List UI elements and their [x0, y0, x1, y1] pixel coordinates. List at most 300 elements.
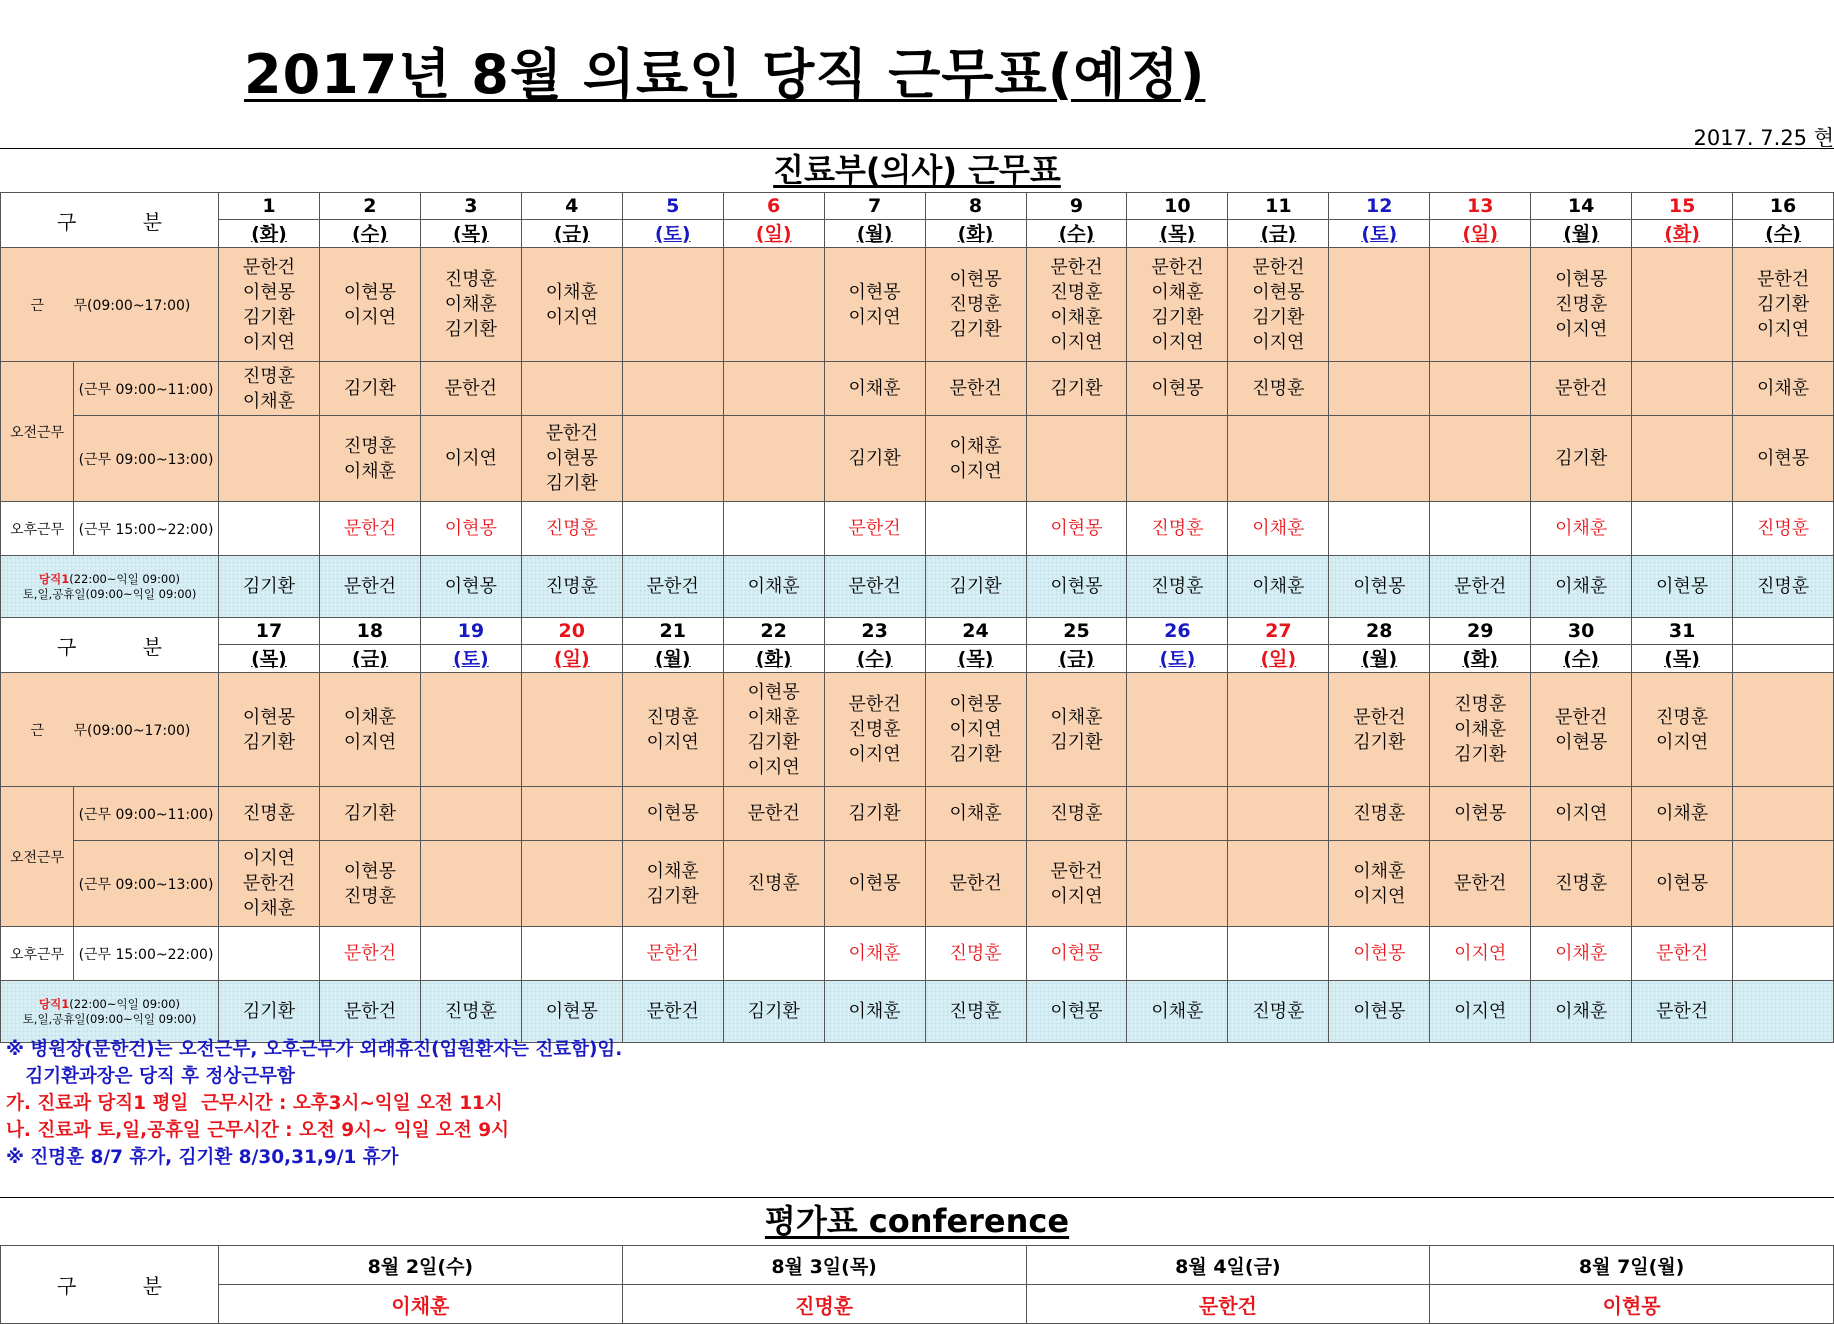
- pm-cell: [319, 502, 420, 556]
- weekday-label: (금): [553, 222, 590, 245]
- staff-name: 이채훈: [949, 435, 1002, 457]
- staff-name: 이현몽: [1454, 803, 1507, 824]
- weekday-label: (일): [1462, 222, 1499, 245]
- duty-cell: [622, 981, 723, 1043]
- weekday-label: (수): [1765, 222, 1801, 245]
- weekday: [622, 645, 723, 673]
- am1-cell: [925, 362, 1026, 416]
- weekday-label: (월): [856, 222, 893, 245]
- staff-name: 이현몽: [1050, 943, 1103, 964]
- row-label-day-work-time: [74, 248, 219, 362]
- duty-cell: [723, 556, 824, 618]
- staff-name: 진명훈: [444, 1001, 497, 1022]
- work-cell: [521, 673, 622, 787]
- text: 오후근무: [9, 946, 65, 963]
- weekday-label: (수): [1563, 647, 1600, 670]
- staff-name: 문한건: [848, 694, 901, 715]
- weekday: [622, 220, 723, 248]
- text: 당직1: [39, 571, 70, 586]
- weekday-label: (토): [1361, 222, 1398, 245]
- day-num: 29: [1466, 620, 1494, 642]
- staff-name: 이현몽: [343, 281, 396, 303]
- duty-cell: [824, 556, 925, 618]
- staff-name: 진명훈: [545, 576, 598, 597]
- day-num: 15: [1668, 195, 1696, 217]
- staff-name: 문한건: [444, 378, 497, 399]
- day-num: 28: [1366, 620, 1393, 642]
- am1-cell: [1127, 362, 1228, 416]
- duty-cell: [1127, 556, 1228, 618]
- staff-name: 문한건: [242, 873, 296, 894]
- staff-name: 이지연: [1555, 803, 1608, 824]
- duty-cell: [1632, 556, 1733, 618]
- am2-cell: [1531, 841, 1632, 927]
- day-num: 16: [1769, 195, 1797, 217]
- staff-name: 문한건: [1454, 873, 1507, 894]
- day-number: [1632, 618, 1733, 645]
- am1-cell: [219, 787, 320, 841]
- staff-name: 문한건: [646, 1001, 699, 1022]
- staff-name: 진명훈: [1555, 873, 1608, 894]
- day-number: [723, 618, 824, 645]
- work-cell: [1632, 673, 1733, 787]
- staff-name: 이지연: [848, 306, 901, 328]
- day-number: [420, 618, 521, 645]
- staff-name: 이채훈: [1555, 1001, 1608, 1022]
- page-title: 2017년 8월 의료인 당직 근무표(예정): [244, 43, 1206, 106]
- staff-name: 이채훈: [1555, 576, 1608, 597]
- day-num: 3: [464, 195, 478, 217]
- staff-name: 이채훈: [343, 460, 396, 482]
- duty-cell: [925, 556, 1026, 618]
- weekday-label: (목): [957, 647, 994, 670]
- day-num: 25: [1063, 620, 1090, 642]
- conference-presenter: 문한건: [1026, 1285, 1430, 1324]
- am1-cell: [319, 787, 420, 841]
- am1-cell: [1430, 362, 1531, 416]
- am1-cell: [1430, 787, 1531, 841]
- staff-name: 이지연: [343, 731, 396, 753]
- staff-name: 이현몽: [1656, 873, 1709, 894]
- weekday-label: (일): [1260, 647, 1297, 670]
- schedule-table-week1: [0, 192, 1834, 618]
- weekday-label: (금): [1260, 222, 1297, 245]
- staff-name: 이현몽: [545, 1001, 598, 1022]
- text: 근: [30, 722, 45, 739]
- pm-cell: [1632, 927, 1733, 981]
- pm-cell: [925, 502, 1026, 556]
- staff-name: 이채훈: [747, 706, 800, 728]
- weekday: [1329, 220, 1430, 248]
- staff-name: 이채훈: [1555, 943, 1608, 964]
- staff-name: 김기환: [848, 803, 901, 824]
- staff-name: 문한건: [1151, 256, 1204, 278]
- staff-name: 김기환: [747, 1001, 800, 1022]
- staff-name: 김기환: [1555, 448, 1608, 469]
- day-number: [319, 193, 420, 220]
- day-number: [521, 193, 622, 220]
- day-number: [1632, 193, 1733, 220]
- weekday-label: (목): [1159, 222, 1196, 245]
- pm-cell: [521, 927, 622, 981]
- am1-cell: [1228, 787, 1329, 841]
- staff-name: 진명훈: [848, 719, 901, 740]
- pm-cell: [1531, 927, 1632, 981]
- pm-cell: [824, 502, 925, 556]
- row-label-pm-time: [74, 502, 219, 556]
- am1-cell: [1026, 362, 1127, 416]
- am2-cell: [824, 841, 925, 927]
- text: 오전근무: [9, 424, 65, 441]
- weekday-label: (목): [1664, 647, 1700, 670]
- weekday: [1531, 645, 1632, 673]
- staff-name: 김기환: [242, 731, 296, 753]
- day-num: 11: [1265, 195, 1292, 217]
- day-num: 9: [1069, 195, 1084, 217]
- duty-cell: [1733, 556, 1834, 618]
- staff-name: 진명훈: [1151, 518, 1204, 539]
- staff-name: 이지연: [747, 756, 800, 778]
- staff-name: 이채훈: [848, 943, 901, 964]
- row-label-day-work: [1, 673, 74, 787]
- staff-name: 문한건: [343, 518, 396, 539]
- day-number: [1127, 193, 1228, 220]
- text: (근무 09:00~13:00): [78, 876, 214, 893]
- note-line: 김기환과장은 당직 후 정상근무함: [6, 1066, 295, 1087]
- weekday: [1026, 220, 1127, 248]
- staff-name: 이현몽: [646, 803, 699, 824]
- am1-cell: [824, 362, 925, 416]
- duty-cell: [1026, 556, 1127, 618]
- am1-cell: [521, 362, 622, 416]
- pm-cell: [1430, 502, 1531, 556]
- staff-name: 진명훈: [1454, 694, 1507, 715]
- work-cell: [1228, 673, 1329, 787]
- day-number: [723, 193, 824, 220]
- staff-name: 진명훈: [949, 943, 1002, 964]
- note-line: 가. 진료과 당직1 평일 근무시간 : 오후3시~익일 오전 11시: [6, 1093, 503, 1114]
- staff-name: 문한건: [848, 576, 901, 597]
- pm-cell: [420, 502, 521, 556]
- section-title: 진료부(의사) 근무표: [773, 151, 1061, 189]
- pm-cell: [925, 927, 1026, 981]
- staff-name: 진명훈: [1151, 576, 1204, 597]
- staff-name: 김기환: [343, 803, 396, 824]
- row-label-day-work-time: [74, 673, 219, 787]
- text: (22:00~익일 09:00): [69, 571, 180, 586]
- row-label-am2: [74, 416, 219, 502]
- weekday-label: (화): [755, 647, 792, 670]
- staff-name: 이지연: [343, 306, 396, 328]
- staff-name: 이채훈: [747, 576, 800, 597]
- pm-cell: [1733, 502, 1834, 556]
- text: 무(09:00~17:00): [73, 722, 191, 739]
- staff-name: 이채훈: [1252, 576, 1305, 597]
- day-number: [1733, 193, 1834, 220]
- staff-name: 이채훈: [1555, 518, 1608, 539]
- staff-name: 이채훈: [343, 706, 396, 728]
- text: 무(09:00~17:00): [73, 297, 191, 314]
- pm-cell: [1127, 927, 1228, 981]
- am2-cell: [1228, 416, 1329, 502]
- am2-cell: [1329, 841, 1430, 927]
- work-cell: [1026, 248, 1127, 362]
- day-number: [1329, 193, 1430, 220]
- staff-name: 김기환: [242, 576, 296, 597]
- am2-cell: [1430, 841, 1531, 927]
- am2-cell: [1026, 416, 1127, 502]
- day-num: 7: [867, 195, 882, 217]
- staff-name: 이채훈: [949, 803, 1002, 824]
- row-label-duty: [1, 556, 219, 618]
- work-cell: [1127, 673, 1228, 787]
- text: 당직1: [39, 996, 70, 1011]
- weekday-label: (목): [251, 647, 287, 670]
- am2-cell: [1329, 416, 1430, 502]
- staff-name: 이채훈: [1252, 518, 1305, 539]
- staff-name: 이채훈: [1756, 378, 1810, 399]
- work-cell: [319, 673, 420, 787]
- staff-name: 이지연: [949, 719, 1002, 740]
- staff-name: 이지연: [1454, 943, 1507, 964]
- am1-cell: [1733, 362, 1834, 416]
- weekday: [1430, 220, 1531, 248]
- staff-name: 김기환: [242, 306, 296, 328]
- day-number: [420, 193, 521, 220]
- pm-cell: [723, 502, 824, 556]
- pm-cell: [1430, 927, 1531, 981]
- weekday: [1733, 220, 1834, 248]
- text: 구 분: [57, 634, 192, 659]
- text: 토,일,공휴일(09:00~익일 09:00): [22, 1011, 197, 1026]
- pm-cell: [622, 927, 723, 981]
- staff-name: 이현몽: [242, 706, 296, 728]
- am1-cell: [622, 362, 723, 416]
- conference-date: 8월 7일(월): [1430, 1246, 1834, 1285]
- row-label-am: [1, 787, 74, 927]
- work-cell: [1531, 248, 1632, 362]
- conference-presenter: 진명훈: [622, 1285, 1026, 1324]
- staff-name: 진명훈: [1555, 294, 1608, 315]
- staff-name: 김기환: [949, 319, 1002, 340]
- weekday-label: (화): [1462, 647, 1499, 670]
- am1-cell: [1329, 362, 1430, 416]
- conference-presenter: 이채훈: [219, 1285, 623, 1324]
- am2-cell: [1733, 841, 1834, 927]
- pm-cell: [1026, 502, 1127, 556]
- work-cell: [420, 248, 521, 362]
- staff-name: 김기환: [848, 448, 901, 469]
- staff-name: 이채훈: [1050, 306, 1103, 328]
- staff-name: 이현몽: [444, 576, 497, 597]
- staff-name: 이채훈: [1151, 1001, 1204, 1022]
- am1-cell: [1733, 787, 1834, 841]
- am2-cell: [1632, 416, 1733, 502]
- staff-name: 진명훈: [646, 706, 699, 728]
- row-label-am2: [74, 841, 219, 927]
- staff-name: 이현몽: [444, 518, 497, 539]
- pm-cell: [1329, 927, 1430, 981]
- work-cell: [1733, 248, 1834, 362]
- duty-cell: [925, 981, 1026, 1043]
- as-of-date: 2017. 7.25 현: [1693, 126, 1834, 150]
- staff-name: 진명훈: [1353, 803, 1406, 824]
- day-number: [1228, 618, 1329, 645]
- staff-name: 문한건: [848, 518, 901, 539]
- weekday-label: (금): [1058, 647, 1095, 670]
- weekday: [824, 645, 925, 673]
- weekday: [1228, 220, 1329, 248]
- work-cell: [1430, 248, 1531, 362]
- conference-title: 평가표 conference: [764, 1202, 1070, 1240]
- am2-cell: [723, 416, 824, 502]
- work-cell: [420, 673, 521, 787]
- day-number: [1026, 193, 1127, 220]
- text: (22:00~익일 09:00): [69, 996, 180, 1011]
- weekday: [1127, 220, 1228, 248]
- staff-name: 문한건: [1050, 860, 1103, 882]
- weekday-label: (화): [251, 222, 287, 245]
- staff-name: 진명훈: [1252, 378, 1305, 399]
- duty-cell: [420, 981, 521, 1043]
- staff-name: 이채훈: [1151, 281, 1204, 303]
- pm-cell: [521, 502, 622, 556]
- am2-cell: [1430, 416, 1531, 502]
- am2-cell: [420, 841, 521, 927]
- day-number: [1531, 193, 1632, 220]
- staff-name: 진명훈: [444, 269, 497, 290]
- text: (근무 15:00~22:00): [78, 521, 214, 538]
- day-number: [925, 193, 1026, 220]
- am2-cell: [1531, 416, 1632, 502]
- duty-cell: [1531, 981, 1632, 1043]
- note-line: ※ 진명훈 8/7 휴가, 김기환 8/30,31,9/1 휴가: [6, 1147, 399, 1168]
- staff-name: 이현몽: [545, 448, 598, 469]
- weekday: [1026, 645, 1127, 673]
- work-cell: [219, 673, 320, 787]
- day-number: [1329, 618, 1430, 645]
- am1-cell: [319, 362, 420, 416]
- staff-name: 문한건: [343, 576, 396, 597]
- work-cell: [1228, 248, 1329, 362]
- staff-name: 김기환: [1756, 294, 1810, 315]
- duty-cell: [1733, 981, 1834, 1043]
- staff-name: 김기환: [1252, 306, 1305, 328]
- staff-name: 문한건: [1656, 943, 1709, 964]
- staff-name: 이지연: [1756, 319, 1810, 340]
- staff-name: 이지연: [949, 460, 1002, 482]
- weekday-label: (일): [755, 222, 792, 245]
- work-cell: [925, 673, 1026, 787]
- day-number: [219, 193, 320, 220]
- am1-cell: [1228, 362, 1329, 416]
- conference-date: 8월 2일(수): [219, 1246, 623, 1285]
- staff-name: 이지연: [1353, 885, 1406, 907]
- weekday-label: (토): [452, 647, 489, 670]
- day-num: 10: [1164, 195, 1191, 217]
- work-cell: [1026, 673, 1127, 787]
- staff-name: 문한건: [646, 943, 699, 964]
- am2-cell: [622, 841, 723, 927]
- day-number: [319, 618, 420, 645]
- staff-name: 이현몽: [949, 694, 1002, 715]
- duty-cell: [219, 981, 320, 1043]
- day-num: 5: [666, 195, 680, 217]
- row-label-pm: [1, 927, 74, 981]
- staff-name: 이지연: [1050, 885, 1103, 907]
- staff-name: 이채훈: [1454, 719, 1507, 740]
- note-line: ※ 병원장(문한건)는 오전근무, 오후근무가 외래휴진(입원환자는 진료함)임.: [6, 1039, 623, 1060]
- work-cell: [723, 248, 824, 362]
- am1-cell: [622, 787, 723, 841]
- staff-name: 문한건: [646, 576, 699, 597]
- pm-cell: [1733, 927, 1834, 981]
- staff-name: 김기환: [1353, 731, 1406, 753]
- row-label-am1: [74, 787, 219, 841]
- pm-cell: [1632, 502, 1733, 556]
- duty-cell: [521, 981, 622, 1043]
- weekday-label: (목): [452, 222, 489, 245]
- staff-name: 김기환: [242, 1001, 296, 1022]
- am1-cell: [1329, 787, 1430, 841]
- staff-name: 진명훈: [1756, 576, 1810, 597]
- pm-cell: [420, 927, 521, 981]
- staff-name: 진명훈: [747, 873, 800, 894]
- day-num: 30: [1567, 620, 1595, 642]
- am2-cell: [319, 416, 420, 502]
- weekday: [1632, 645, 1733, 673]
- work-cell: [1329, 673, 1430, 787]
- staff-name: 이채훈: [1656, 803, 1709, 824]
- duty-cell: [1228, 556, 1329, 618]
- am1-cell: [1531, 362, 1632, 416]
- staff-name: 김기환: [1050, 731, 1103, 753]
- am2-cell: [1228, 841, 1329, 927]
- work-cell: [521, 248, 622, 362]
- day-num: 23: [861, 620, 888, 642]
- staff-name: 이현몽: [1756, 448, 1810, 469]
- am1-cell: [219, 362, 320, 416]
- work-cell: [824, 673, 925, 787]
- am1-cell: [521, 787, 622, 841]
- work-cell: [622, 248, 723, 362]
- am2-cell: [1733, 416, 1834, 502]
- staff-name: 문한건: [1353, 706, 1406, 728]
- day-num: 6: [767, 195, 781, 217]
- weekday-label: (일): [553, 647, 590, 670]
- staff-name: 진명훈: [545, 518, 598, 539]
- work-cell: [219, 248, 320, 362]
- staff-name: 김기환: [949, 576, 1002, 597]
- weekday-label: (월): [654, 647, 691, 670]
- staff-name: 이현몽: [343, 860, 396, 882]
- weekday: [824, 220, 925, 248]
- day-num: 22: [760, 620, 787, 642]
- text: 근: [30, 297, 45, 314]
- am2-cell: [219, 841, 320, 927]
- staff-name: 이채훈: [242, 390, 296, 412]
- staff-name: 진명훈: [1252, 1001, 1305, 1022]
- weekday-label: (토): [654, 222, 691, 245]
- day-num: 14: [1567, 195, 1595, 217]
- staff-name: 진명훈: [1050, 281, 1103, 303]
- conference-date: 8월 3일(목): [622, 1246, 1026, 1285]
- day-number: [521, 618, 622, 645]
- staff-name: 문한건: [1555, 378, 1608, 399]
- text: 토,일,공휴일(09:00~익일 09:00): [22, 586, 197, 601]
- day-num: 1: [262, 195, 276, 217]
- day-num: 27: [1265, 620, 1292, 642]
